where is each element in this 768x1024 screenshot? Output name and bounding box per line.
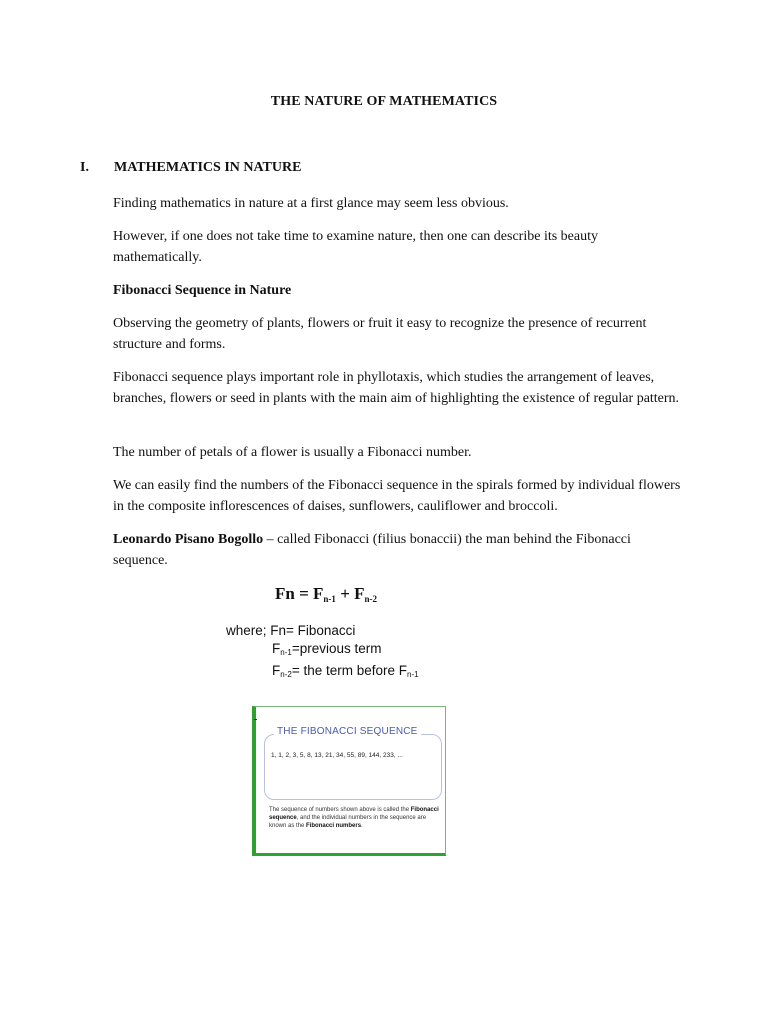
paragraph-5: The number of petals of a flower is usually a Fibonacci number. <box>113 445 472 460</box>
document-title: THE NATURE OF MATHEMATICS <box>270 94 498 109</box>
figure-caption <box>269 806 445 830</box>
formula-plus: + F <box>335 584 365 603</box>
figure-sequence-box <box>264 734 442 800</box>
caption-part-a: The sequence of numbers shown above is called the <box>269 807 411 813</box>
fibonacci-formula <box>275 584 377 604</box>
legend-3-sub2: n-1 <box>407 670 419 679</box>
legend-2-sub: n-1 <box>280 648 292 657</box>
legend-3-f: F <box>272 663 281 678</box>
caption-part-e: . <box>361 823 363 829</box>
legend-3-text: = the term before F <box>291 663 407 678</box>
paragraph-3: Observing the geometry of plants, flowers or fruit it easy to recognize the presence of recurrent structure and forms. <box>113 316 647 352</box>
paragraph-4: Fibonacci sequence plays important role in phyllotaxis, which studies the arrangement of leaves, branches, flowers or seed in plants with the main aim of highlighting the existence of regular pattern. <box>113 370 680 406</box>
subheading-fibonacci: Fibonacci Sequence in Nature <box>113 283 292 298</box>
section-number: I. <box>80 160 89 175</box>
leonardo-description: – called Fibonacci (filius bonaccii) the man behind the Fibonacci sequence. <box>113 532 631 568</box>
caption-bold-numbers: Fibonacci numbers <box>306 823 362 829</box>
formula-sub-1: n-1 <box>323 594 336 604</box>
section-heading <box>80 160 301 176</box>
legend-line-3 <box>226 662 419 684</box>
legend-2-text: =previous term <box>291 641 382 656</box>
legend-2-f: F <box>272 641 281 656</box>
legend-3-sub: n-2 <box>280 670 292 679</box>
figure-sequence: 1, 1, 2, 3, 5, 8, 13, 21, 34, 55, 89, 144, 233, ... <box>271 752 403 759</box>
paragraph-leonardo <box>113 529 683 571</box>
paragraph-2: However, if one does not take time to examine nature, then one can describe its beauty mathematically. <box>113 229 598 265</box>
paragraph-1: Finding mathematics in nature at a first glance may seem less obvious. <box>113 196 509 211</box>
formula-legend <box>226 622 419 684</box>
figure-tick-mark <box>254 719 257 720</box>
caption-bold-sequence: Fibonacci sequence <box>269 807 439 821</box>
fibonacci-figure <box>252 706 446 856</box>
paragraph-6: We can easily find the numbers of the Fibonacci sequence in the spirals formed by individual flowers in the composite inflorescences of daises, sunflowers, cauliflower and broccoli. <box>113 478 681 514</box>
formula-lhs: Fn = F <box>275 584 324 603</box>
section-title: MATHEMATICS IN NATURE <box>114 160 302 175</box>
figure-title: THE FIBONACCI SEQUENCE <box>274 726 421 737</box>
formula-sub-2: n-2 <box>364 594 378 604</box>
leonardo-name: Leonardo Pisano Bogollo <box>113 532 264 547</box>
legend-line-1: where; Fn= Fibonacci <box>226 623 356 638</box>
legend-line-2 <box>226 640 419 662</box>
caption-part-c: , and the individual numbers in the sequence are known as the <box>269 815 427 829</box>
